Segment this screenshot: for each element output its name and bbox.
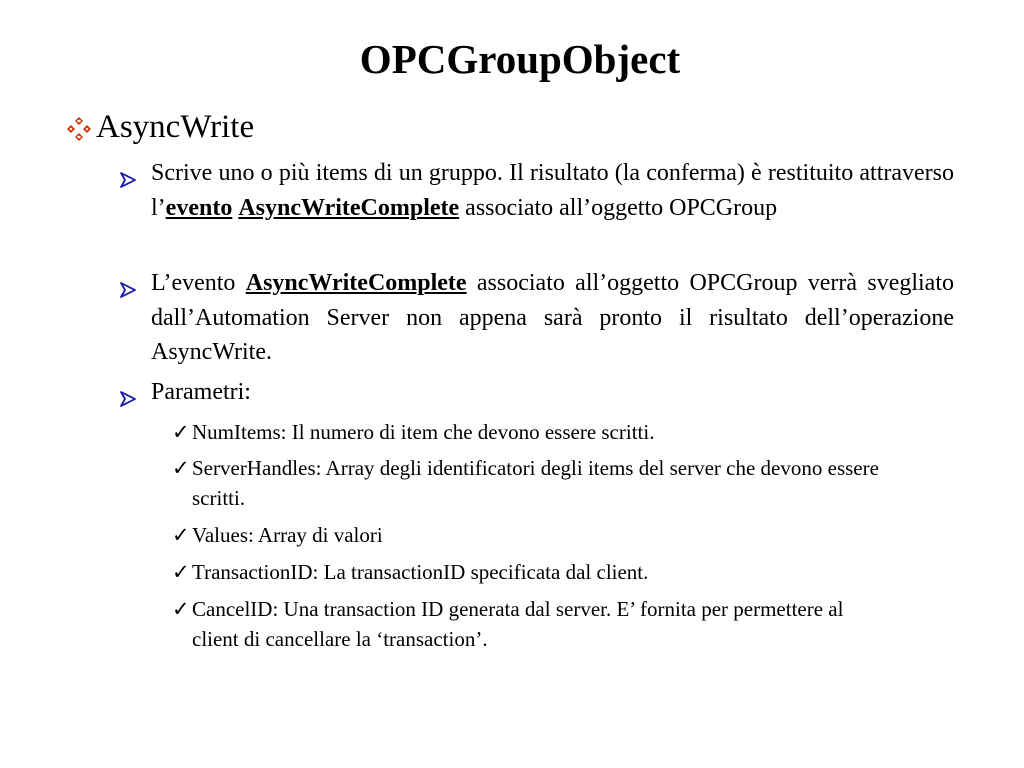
checkmark-icon: ✓ <box>172 456 190 480</box>
checkmark-icon: ✓ <box>172 560 190 584</box>
bullet-item <box>120 375 954 410</box>
heading-label: AsyncWrite <box>96 109 255 145</box>
param-item <box>172 557 892 587</box>
param-text: ServerHandles: Array degli identificatori degli items del server che devono essere scritti. <box>192 456 879 510</box>
slide-title: OPCGroupObject <box>359 36 681 82</box>
link-evento: evento <box>165 194 233 221</box>
checkmark-icon: ✓ <box>172 420 190 444</box>
checkmark-icon: ✓ <box>172 597 190 621</box>
text-run: associato all’oggetto OPCGroup <box>459 194 778 221</box>
param-item <box>172 417 892 447</box>
bullet-text: Parametri: <box>151 379 251 405</box>
bullet-text <box>151 266 954 370</box>
text-run: L’evento <box>151 270 246 296</box>
arrow-bullet-icon <box>120 274 136 309</box>
param-text: CancelID: Una transaction ID generata dal server. E’ fornita per permettere al client di cancellare la ‘transaction’. <box>192 597 844 651</box>
param-text: TransactionID: La transactionID specificata dal client. <box>192 560 649 584</box>
bullet-item <box>120 156 954 225</box>
param-item <box>172 594 892 654</box>
link-asyncwritecomplete: AsyncWriteComplete <box>245 270 467 296</box>
link-asyncwritecomplete: AsyncWriteComplete <box>238 194 460 221</box>
param-text: Values: Array di valori <box>192 523 383 547</box>
text-run: Scrive uno o più items di un gruppo. Il risultato (la conferma) è restituito attraverso l’ <box>151 160 954 221</box>
param-item <box>172 520 892 550</box>
text-run: associato all’oggetto OPCGroup verrà svegliato dall’Automation Server non appena sarà pronto il risultato dell’operazione AsyncWrite. <box>151 270 955 365</box>
arrow-bullet-icon <box>120 164 136 199</box>
diamond-bullet-icon <box>66 107 96 147</box>
param-item <box>172 453 892 513</box>
param-text: NumItems: Il numero di item che devono essere scritti. <box>192 420 655 444</box>
bullet-text <box>151 156 954 225</box>
heading-bullet <box>66 107 255 147</box>
bullet-item <box>120 266 954 370</box>
checkmark-icon: ✓ <box>172 523 190 547</box>
arrow-bullet-icon <box>120 383 136 418</box>
